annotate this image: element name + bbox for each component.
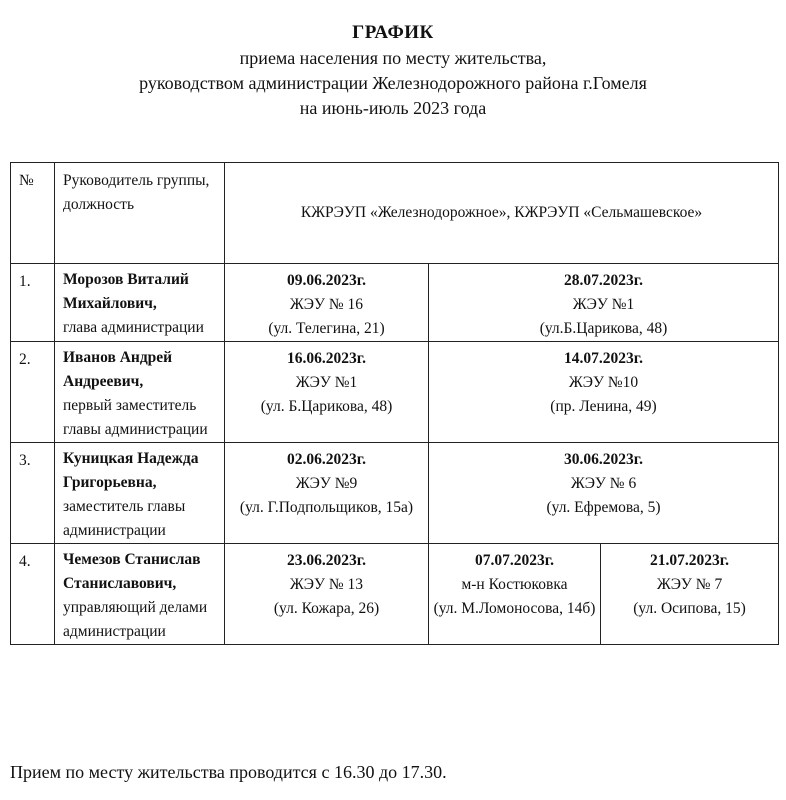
leader-name: Морозов Виталий Михайлович,: [63, 271, 189, 312]
leader-name: Куницкая Надежда Григорьевна,: [63, 450, 199, 491]
row-number: 4.: [11, 544, 55, 645]
visit-cell: [225, 443, 429, 544]
visit-office: ЖЭУ № 6: [570, 475, 637, 492]
visit-date: 14.07.2023г.: [564, 350, 643, 367]
visit-office: ЖЭУ №9: [295, 475, 358, 492]
leader-position: глава администрации: [63, 319, 204, 336]
leader-cell: [55, 544, 225, 645]
visit-cell: [429, 264, 779, 342]
leader-cell: [55, 342, 225, 443]
visit-date: 30.06.2023г.: [564, 451, 643, 468]
visit-cell: [225, 342, 429, 443]
visit-date: 07.07.2023г.: [475, 552, 554, 569]
visit-date: 16.06.2023г.: [287, 350, 366, 367]
visit-address: (ул.Б.Царикова, 48): [539, 320, 668, 337]
table-header-row: [11, 163, 779, 264]
visit-office: ЖЭУ № 13: [289, 576, 364, 593]
visit-date: 21.07.2023г.: [650, 552, 729, 569]
header-leader: Руководитель группы, должность: [55, 163, 225, 264]
table-row: [11, 264, 779, 342]
visit-address: (ул. Г.Подпольщиков, 15а): [239, 499, 414, 516]
schedule-table: [10, 162, 779, 645]
leader-position: заместитель главы администрации: [63, 498, 186, 539]
footer-note: Прием по месту жительства проводится с 16.30 до 17.30.: [10, 762, 447, 782]
visit-date: 23.06.2023г.: [287, 552, 366, 569]
leader-name: Чемезов Станислав Станиславович,: [63, 551, 201, 592]
visit-cell: [601, 544, 779, 645]
table-row: [11, 544, 779, 645]
subtitle-line-3: на июнь-июль 2023 года: [299, 98, 487, 118]
visit-office: ЖЭУ №1: [295, 374, 358, 391]
visit-office: ЖЭУ №1: [572, 296, 635, 313]
visit-office: ЖЭУ № 16: [289, 296, 364, 313]
leader-cell: [55, 443, 225, 544]
visit-cell: [429, 544, 601, 645]
visit-cell: [429, 342, 779, 443]
leader-name: Иванов Андрей Андреевич,: [63, 349, 173, 390]
visit-district: м-н Костюковка: [461, 576, 568, 593]
visit-address: (ул. Б.Царикова, 48): [260, 398, 393, 415]
visit-cell: [225, 264, 429, 342]
header-num: №: [11, 163, 55, 264]
row-number: 2.: [11, 342, 55, 443]
visit-date: 28.07.2023г.: [564, 272, 643, 289]
table-row: [11, 342, 779, 443]
visit-date: 02.06.2023г.: [287, 451, 366, 468]
subtitle-line-1: приема населения по месту жительства,: [239, 48, 547, 68]
visit-office: ЖЭУ № 7: [656, 576, 723, 593]
leader-cell: [55, 264, 225, 342]
leader-position: первый заместитель главы администрации: [63, 397, 208, 438]
document-title: ГРАФИК: [352, 22, 434, 43]
visit-office: ЖЭУ №10: [568, 374, 639, 391]
subtitle-line-2: руководством администрации Железнодорожного района г.Гомеля: [139, 73, 647, 93]
visit-address: (ул. Кожара, 26): [273, 600, 380, 617]
table-row: [11, 443, 779, 544]
visit-address: (пр. Ленина, 49): [550, 398, 657, 415]
document-header: [0, 20, 786, 121]
leader-position: управляющий делами администрации: [63, 599, 208, 640]
row-number: 3.: [11, 443, 55, 544]
visit-cell: [225, 544, 429, 645]
visit-date: 09.06.2023г.: [287, 272, 366, 289]
header-organization: КЖРЭУП «Железнодорожное», КЖРЭУП «Сельмашевское»: [225, 163, 779, 264]
visit-address: (ул. Телегина, 21): [268, 320, 385, 337]
visit-address: (ул. Осипова, 15): [633, 600, 746, 617]
visit-address: (ул. М.Ломоносова, 14б): [433, 600, 596, 617]
visit-address: (ул. Ефремова, 5): [546, 499, 661, 516]
row-number: 1.: [11, 264, 55, 342]
visit-cell: [429, 443, 779, 544]
